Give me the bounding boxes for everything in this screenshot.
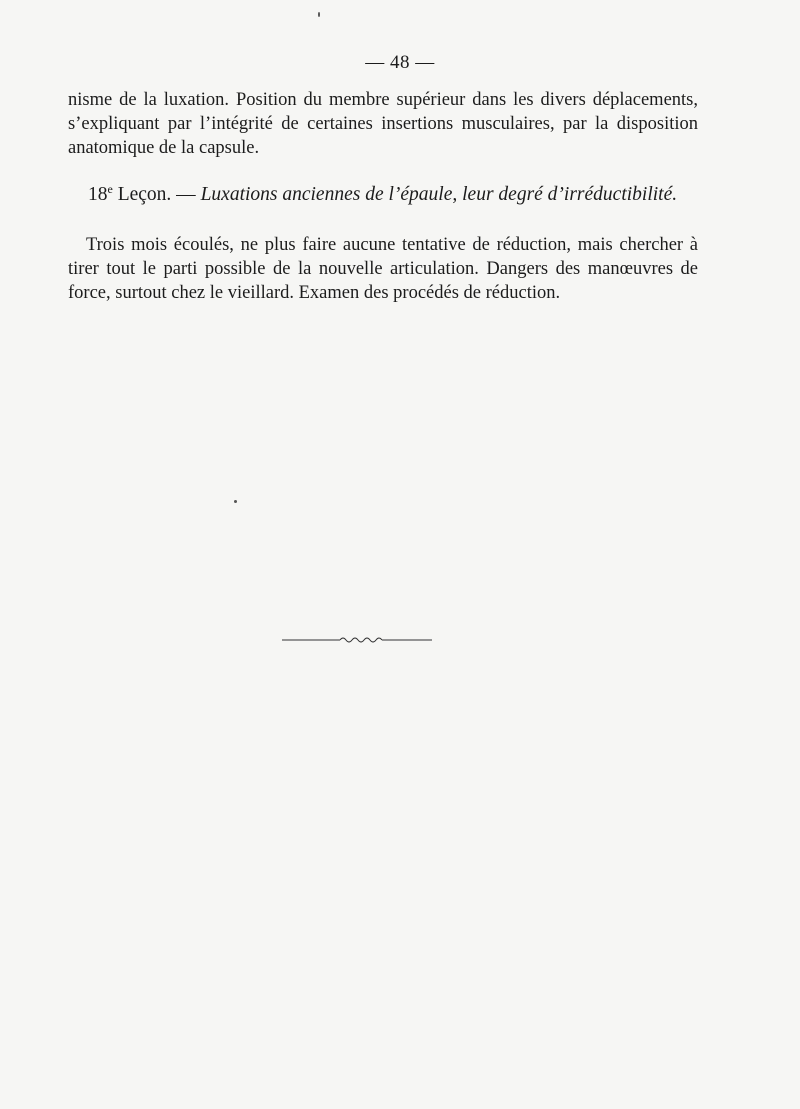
lesson-heading [68, 175, 698, 209]
lesson-label: Leçon. — [112, 184, 201, 205]
print-speck [318, 12, 320, 17]
ornamental-divider [282, 635, 432, 645]
page-number: — 48 — [365, 52, 435, 73]
lesson-title: Luxations anciennes de l’épaule, leur degré d’irréductibilité. [200, 184, 678, 205]
lesson-number: 18 [88, 184, 108, 205]
paragraph-continuation: nisme de la luxation. Position du membre supérieur dans les divers déplacements, s’expliquant par l’intégrité de certaines insertions musculaires, par la disposition anatomique de la capsule. [68, 90, 698, 158]
print-speck [234, 500, 237, 503]
lesson-number-superscript: e [107, 182, 113, 196]
lesson-paragraph: Trois mois écoulés, ne plus faire aucune tentative de réduction, mais chercher à tirer tout le parti possible de la nouvelle articulation. Dangers des manœuvres de force, surtout chez le vieillard. Examen des procédés de réduction. [68, 235, 698, 303]
